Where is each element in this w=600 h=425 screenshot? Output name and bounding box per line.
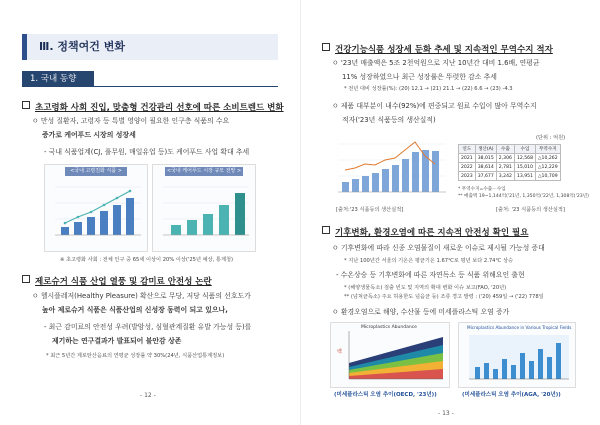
table-cell: 37,677: [475, 172, 496, 181]
bullet-text: ㅇ 헬시플레저(Healthy Pleasure) 확산으로 무당, 저당 식품의 선호도가: [32, 292, 251, 300]
table-cell: 38,614: [475, 163, 496, 172]
table-row: [459, 154, 561, 163]
table-source: [출처: '23 식품등의 생산실적]: [496, 207, 565, 213]
bullet-text: ㅇ '23년 매출액은 5조 2천억원으로 지난 10년간 대비 1.6배, 연평균: [332, 59, 540, 67]
bar-chart-graphic: [459, 323, 575, 387]
stacked-area-graphic: [331, 323, 449, 387]
bar-line-chart-graphic: [334, 130, 450, 202]
table-header-cell: 무역수지: [536, 145, 561, 154]
table-cell: 2,781: [496, 163, 514, 172]
bullet-text: ㅇ 기후변화에 따라 신종 오염물질이 새로운 이슈로 제시될 가능성 증대: [332, 244, 545, 252]
table-cell: 15,010: [514, 163, 535, 172]
bullet-text: ㅇ 만성 질환자, 고령자 등 특별 영양이 필요한 인구층 식품의 수요: [32, 117, 230, 125]
production-table: [458, 144, 561, 181]
right-page: [300, 0, 600, 425]
sub-bullet-text: - 국내 식품업계(CJ, 풀무원, 매일유업 등)도 케어푸드 사업 확대 추세: [44, 148, 250, 156]
senior-food-chart: [44, 164, 148, 252]
table-cell: 2,306: [496, 154, 514, 163]
footnote: * 최근 5년간 제로탄산음료의 연평균 성장률 약 30%(24년, 식품산업통계정보): [46, 353, 225, 359]
sub-bullet-text: - 최근 감미료의 안전성 우려(발암성, 심혈관계질환 유발 가능성 등)를: [44, 323, 252, 331]
table-header-cell: 수출: [496, 145, 514, 154]
footnote: * 지난 100년간 서울의 기온은 평균기온 1.67℃로 평년 보다 2.74℃ 상승: [344, 258, 513, 264]
table-row: [459, 163, 561, 172]
checkbox-square-icon: [22, 101, 30, 109]
table-header-row: [459, 145, 561, 154]
chart-title: <국내 케어푸드 시장 규모 전망 >: [166, 168, 242, 174]
footnote: * (해양생물독소) 검출 빈도 및 지역의 확대 변화 이슈 보고(FAO, '20년): [344, 285, 507, 291]
table-header-cell: 생산(A): [475, 145, 496, 154]
bullet-text: 증가로 케어푸드 시장의 성장세: [42, 131, 136, 139]
heading-health-supplements: 건강기능식품 성장세 둔화 추세 및 지속적인 무역수지 적자: [322, 43, 553, 55]
footnote: ** (넘쳐균독소) 주요 허용한도 넘음균 등) 조류 경고 발령 : ('20) 459일 → ('22) 778일: [344, 294, 544, 300]
sub-bullet-text: - 수온상승 등 기후변화에 따른 자연독소 등 식품 위해요인 출현: [336, 271, 525, 279]
svg-text:백: 백: [337, 349, 342, 355]
table-note: * 무역수지=수출－수입: [458, 187, 506, 192]
microplastics-aga-figure: [458, 322, 576, 388]
heading-senior-food: 초고령화 사회 진입, 맞춤형 건강관리 선호에 따른 소비트렌드 변화: [22, 101, 284, 113]
care-food-market-chart: [152, 164, 256, 252]
footnote: * 전년 대비 성장률(%): (20) 12.1 → (21) 21.1 → (22) 6.6 → (23) -4.3: [344, 86, 513, 92]
table-cell: 2022: [459, 163, 476, 172]
checkbox-square-icon: [322, 226, 330, 234]
checkbox-square-icon: [322, 43, 330, 51]
figure-title: Microplastics Abundance in Various Tropical Fields: [467, 325, 572, 330]
production-trend-chart: [334, 130, 450, 202]
bullet-text: 높아 제로슈거 식품은 식품산업의 신성장 동력이 되고 있으나,: [42, 306, 228, 314]
bullet-text: 11% 성장하였으나 최근 성장률은 뚜렷한 감소 추세: [342, 73, 497, 81]
section-title: 1. 국내 동향: [22, 71, 94, 87]
bar-chart-graphic: [153, 165, 255, 251]
table-cell: 2021: [459, 154, 476, 163]
table-cell: △10,709: [536, 172, 561, 181]
chart-title: <국내 고령친화 식품 >: [65, 167, 127, 176]
chart-source: [출처:'23 식품등의 생산실적]: [336, 207, 404, 213]
figure-caption: (미세플라스틱 오염 추이(OECD, '23년)): [334, 392, 437, 398]
table-cell: 2023: [459, 172, 476, 181]
microplastics-oecd-figure: [330, 322, 450, 388]
bullet-text: 적자('23년 식품등의 생산실적): [342, 116, 436, 124]
chapter-title: Ⅲ. 정책여건 변화: [22, 34, 278, 60]
bullet-text: ㅇ 환경오염으로 해양, 수산물 등에 미세플라스틱 오염 증가: [332, 308, 510, 316]
sub-bullet-text: 제기하는 연구결과가 발표되어 불안감 상존: [52, 337, 182, 345]
table-cell: △12,229: [536, 163, 561, 172]
section-divider: [94, 86, 278, 87]
page-number: - 13 -: [438, 410, 454, 417]
table-row: [459, 172, 561, 181]
table-unit: (단위 : 억원): [536, 135, 566, 141]
table-cell: 12,568: [514, 154, 535, 163]
bar-line-chart-graphic: [45, 165, 147, 251]
heading-climate-change: 기후변화, 환경오염에 따른 지속적 안전성 확인 필요: [322, 226, 528, 238]
table-cell: 13,951: [514, 172, 535, 181]
heading-zero-sugar: 제로슈거 식품 산업 열풍 및 감미료 안전성 논란: [22, 275, 212, 287]
table-header-cell: 수입: [514, 145, 535, 154]
checkbox-square-icon: [22, 275, 30, 283]
table-cell: 3,242: [496, 172, 514, 181]
figure-title: Microplastics Abundance: [361, 325, 417, 330]
table-header-cell: 연도: [459, 145, 476, 154]
page-number: - 12 -: [140, 392, 156, 399]
table-cell: 38,015: [475, 154, 496, 163]
figure-caption: (미세플라스틱 오염 추이(AGA, '20년)): [462, 392, 561, 398]
table-note: ** 매출액 19~1,144억('21년, 1,350억('22년, 1,308억('23년): [458, 194, 589, 199]
bullet-text: ㅇ 제품 대부분이 내수(92%)에 편중되고 원료 수입이 많아 무역수지: [332, 102, 537, 110]
figure-note: ※ 초고령화 사회 : 전체 인구 중 65세 이상이 20% 이상('25년 예상, 통계청): [60, 257, 233, 263]
table-cell: △10,262: [536, 154, 561, 163]
